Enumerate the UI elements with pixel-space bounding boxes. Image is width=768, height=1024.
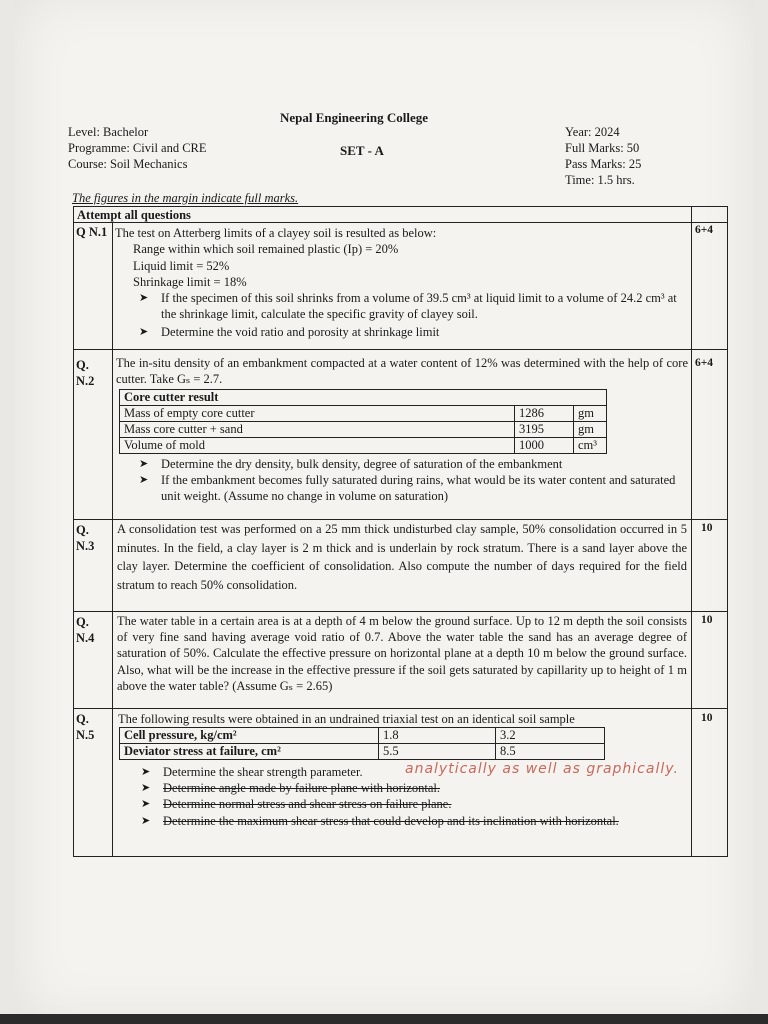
instruction: Attempt all questions bbox=[77, 208, 191, 222]
arrow-bullet-icon: ➤ bbox=[139, 292, 149, 304]
full-marks: Full Marks: 50 bbox=[565, 141, 640, 155]
bullet-item: ➤ Determine normal stress and shear stress on failure plane. bbox=[141, 797, 452, 811]
core-cutter-table bbox=[119, 389, 607, 454]
table-row: Deviator stress at failure, cm² 5.5 8.5 bbox=[120, 744, 605, 760]
bullet-item: ➤ If the embankment becomes fully saturated during rains, what would be its water content and saturated unit weight. (Assume no change in volume on saturation) bbox=[139, 473, 676, 503]
bullet-item: ➤ Determine the shear strength parameter. bbox=[141, 765, 363, 779]
question-number: Q. N.5 bbox=[76, 712, 95, 742]
margin-note: The figures in the margin indicate full marks. bbox=[72, 191, 299, 205]
course: Course: Soil Mechanics bbox=[68, 157, 188, 171]
question-text: The test on Atterberg limits of a clayey soil is resulted as below: bbox=[115, 226, 437, 240]
pass-marks: Pass Marks: 25 bbox=[565, 157, 642, 171]
marks: 10 bbox=[701, 614, 713, 626]
programme: Programme: Civil and CRE bbox=[68, 141, 207, 155]
question-text: The following results were obtained in an undrained triaxial test on an identical soil sample bbox=[118, 712, 575, 726]
marks: 6+4 bbox=[695, 224, 714, 236]
question-line: Range within which soil remained plastic (Ip) = 20% bbox=[133, 242, 399, 256]
header-right bbox=[565, 124, 641, 188]
set-label: SET - A bbox=[340, 143, 384, 158]
question-number: Q N.1 bbox=[76, 225, 108, 239]
table-row: Mass core cutter + sand 3195 gm bbox=[120, 422, 607, 438]
question-table bbox=[73, 206, 728, 857]
marks: 6+4 bbox=[695, 357, 714, 369]
table-row: Cell pressure, kg/cm² 1.8 3.2 bbox=[120, 728, 605, 744]
question-text: The in-situ density of an embankment compacted at a water content of 12% was determined with the help of core cutter. Take Gₛ = 2.7. bbox=[116, 356, 688, 386]
bullet-item: ➤ Determine the dry density, bulk density, degree of saturation of the embankment bbox=[139, 457, 563, 471]
triaxial-table bbox=[119, 727, 605, 760]
arrow-bullet-icon: ➤ bbox=[141, 766, 151, 778]
header-left bbox=[68, 124, 207, 172]
arrow-bullet-icon: ➤ bbox=[141, 782, 151, 794]
arrow-bullet-icon: ➤ bbox=[139, 458, 149, 470]
arrow-bullet-icon: ➤ bbox=[141, 798, 151, 810]
arrow-bullet-icon: ➤ bbox=[139, 474, 149, 486]
question-text: The water table in a certain area is at a depth of 4 m below the ground surface. Up to 12 m depth the soil consists of very fine sand having average void ratio of 0.7. Above the water table the sand has an average degree of saturation of 50%. Calculate the effective pressure on horizontal plane at a depth 10 m below the ground surface. Also, what will be the increase in the effective pressure if the soil gets saturated by capillarity up to height of 1 m above the water table? (Assume Gₛ = 2.65) bbox=[117, 614, 687, 693]
question-text: A consolidation test was performed on a 25 mm thick undisturbed clay sample, 50% consolidation occurred in 5 minutes. In the field, a clay layer is 2 m thick and is underlain by rock stratum. There is a sand layer above the clay layer. Determine the coefficient of consolidation. Also compute the number of days required for the field stratum to reach 50% consolidation. bbox=[117, 522, 687, 592]
level: Level: Bachelor bbox=[68, 125, 149, 139]
bullet-item: ➤ If the specimen of this soil shrinks from a volume of 39.5 cm³ at liquid limit to a volume of 24.2 cm³ at the shrinkage limit, calculate the specific gravity of clayey soil. bbox=[139, 291, 677, 321]
handwritten-note: analytically as well as graphically. bbox=[405, 761, 679, 777]
question-number: Q. N.2 bbox=[76, 358, 95, 388]
table-title: Core cutter result bbox=[120, 390, 607, 406]
bullet-item: ➤ Determine the maximum shear stress that could develop and its inclination with horizontal. bbox=[141, 814, 619, 828]
time: Time: 1.5 hrs. bbox=[565, 173, 635, 187]
college-name: Nepal Engineering College bbox=[280, 110, 429, 125]
bottom-shadow bbox=[0, 1014, 768, 1024]
question-line: Shrinkage limit = 18% bbox=[133, 275, 247, 289]
table-row: Volume of mold 1000 cm³ bbox=[120, 438, 607, 454]
question-number: Q. N.3 bbox=[76, 523, 95, 553]
question-number: Q. N.4 bbox=[76, 615, 95, 645]
bullet-item: ➤ Determine the void ratio and porosity at shrinkage limit bbox=[139, 325, 440, 339]
table-row: Mass of empty core cutter 1286 gm bbox=[120, 406, 607, 422]
question-line: Liquid limit = 52% bbox=[133, 259, 230, 273]
marks: 10 bbox=[701, 712, 713, 724]
bullet-item: ➤ Determine angle made by failure plane with horizontal. bbox=[141, 781, 440, 795]
year: Year: 2024 bbox=[565, 125, 620, 139]
marks: 10 bbox=[701, 522, 713, 534]
arrow-bullet-icon: ➤ bbox=[141, 815, 151, 827]
arrow-bullet-icon: ➤ bbox=[139, 326, 149, 338]
